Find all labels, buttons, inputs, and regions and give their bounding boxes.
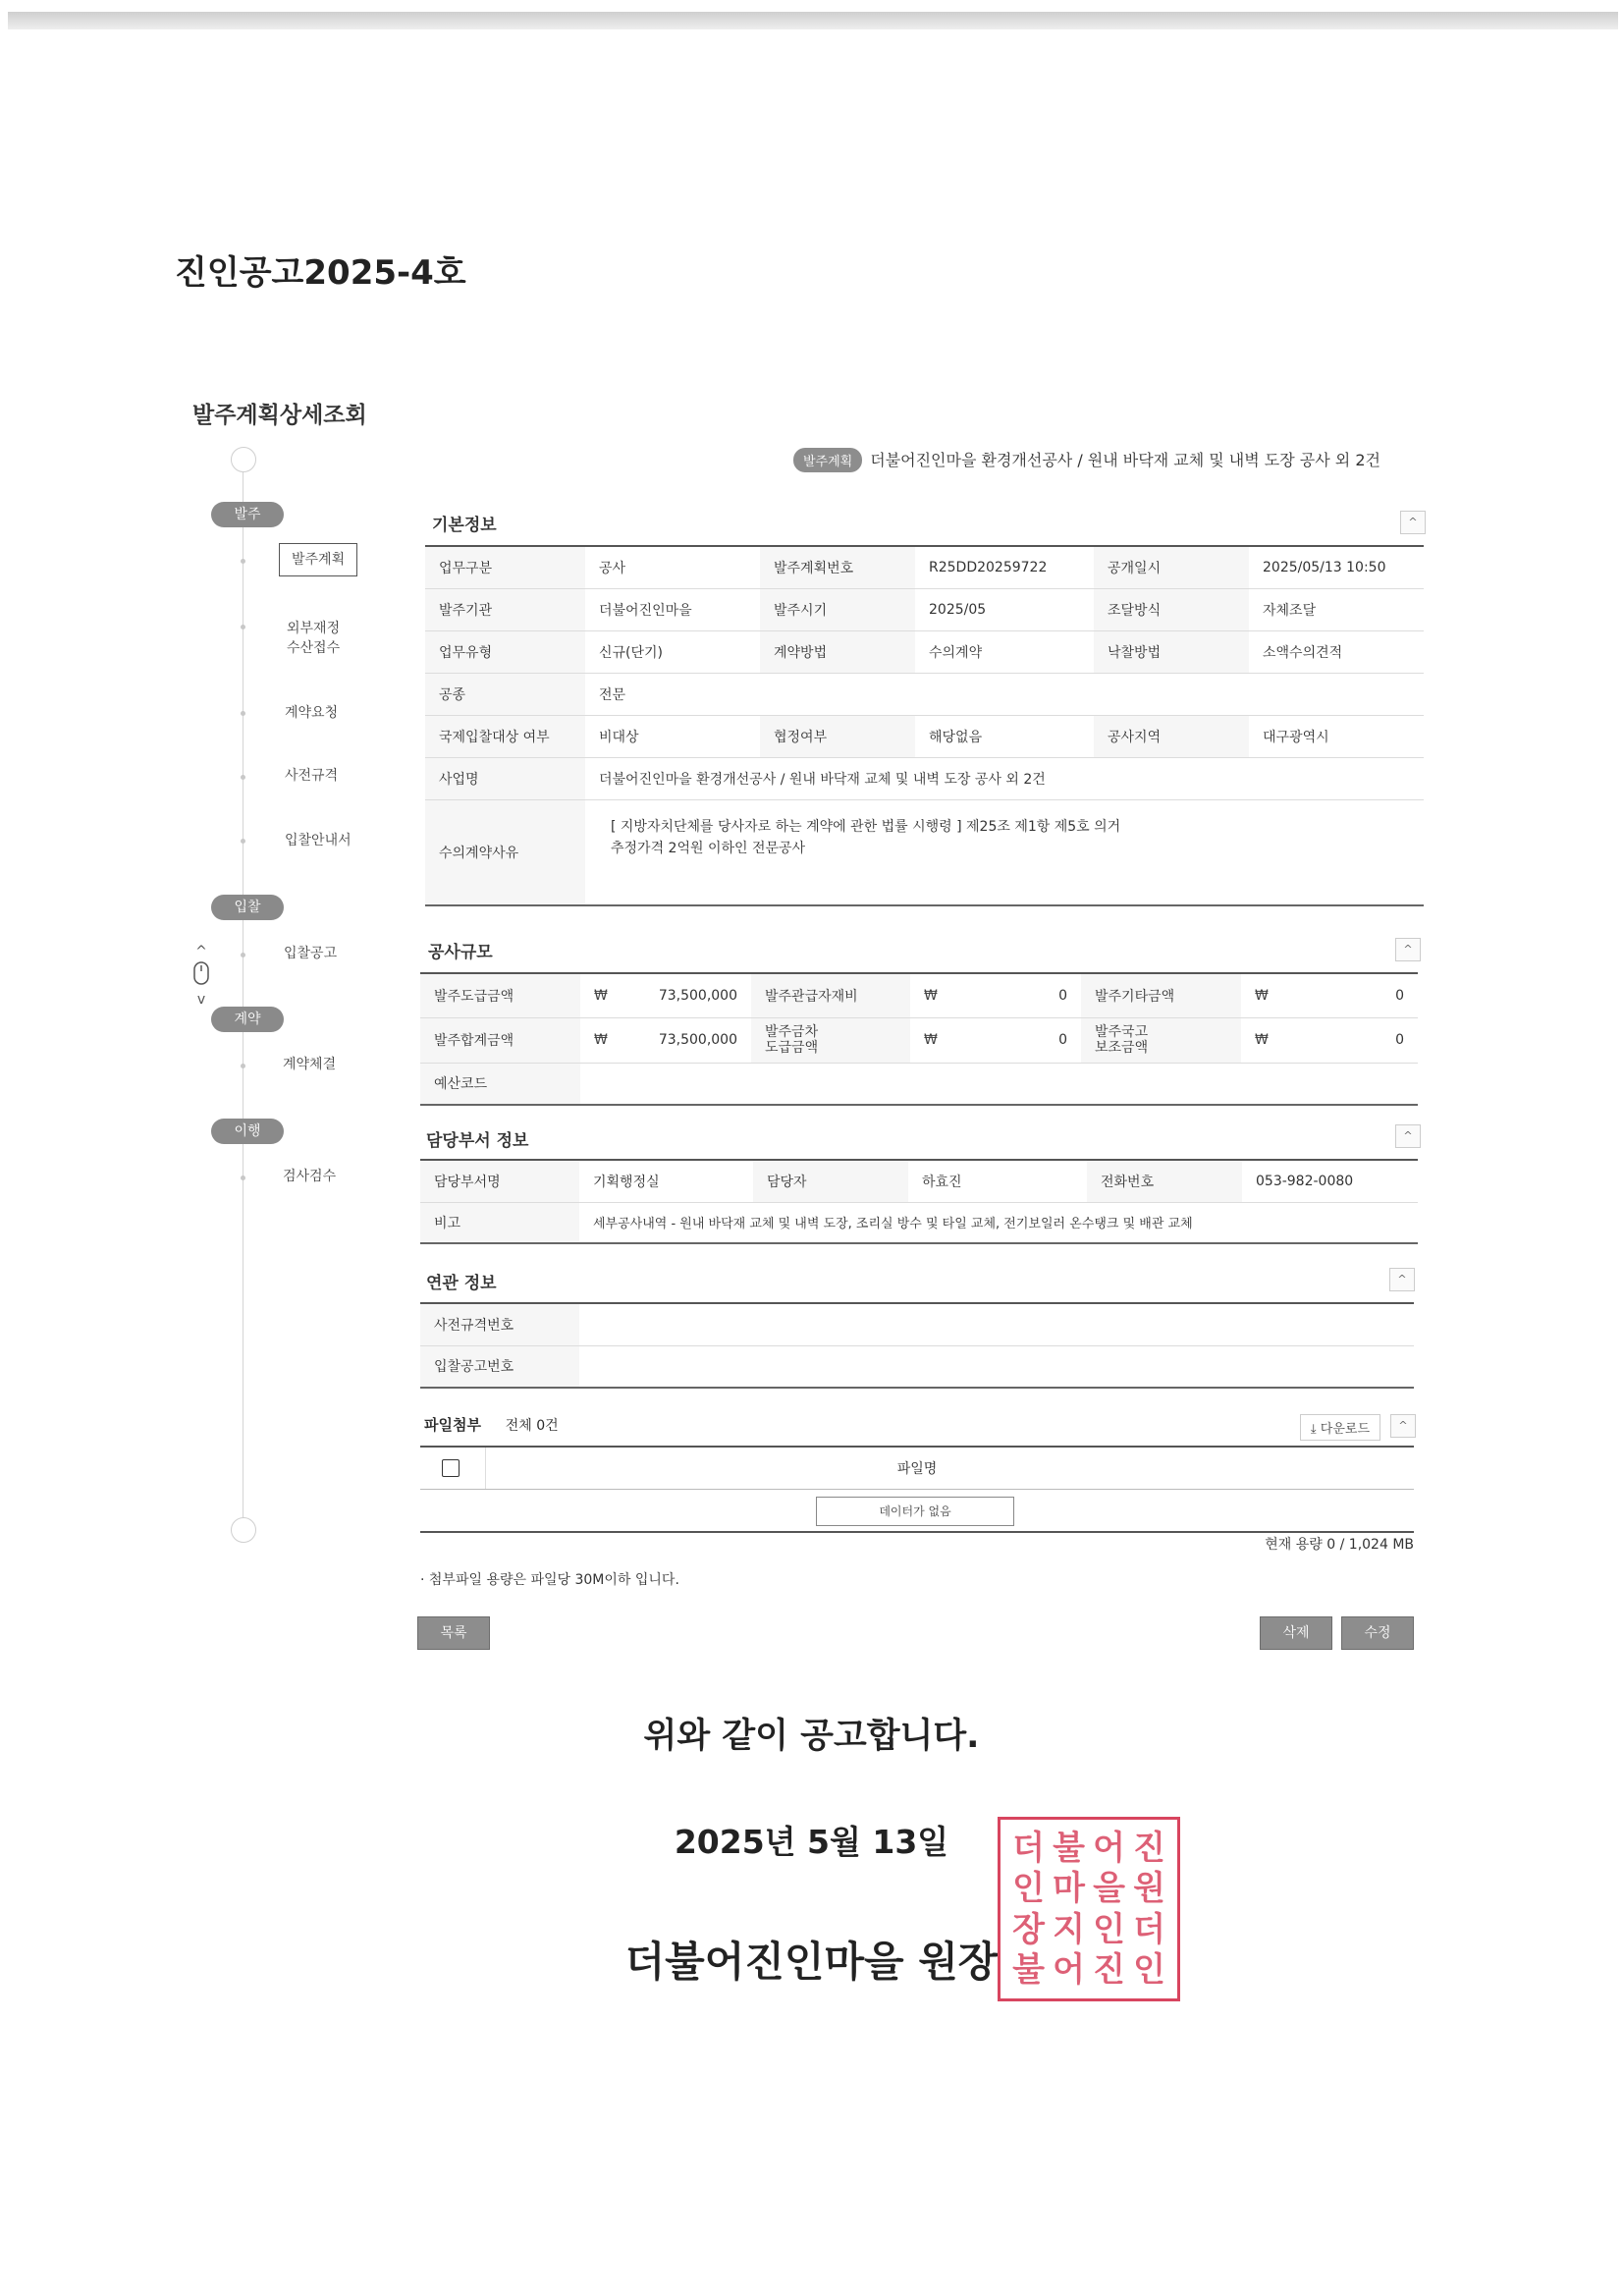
stage-contract[interactable]: 계약 <box>211 1007 284 1032</box>
label-other-amount: 발주기타금액 <box>1081 973 1241 1017</box>
file-table-header <box>420 1448 1414 1490</box>
file-empty-row <box>420 1490 1414 1533</box>
table-row <box>425 673 1424 715</box>
step-dot <box>241 839 245 844</box>
stepper-scroll-control[interactable] <box>190 943 212 1009</box>
step-dot <box>241 953 245 957</box>
stage-execution[interactable]: 이행 <box>211 1119 284 1144</box>
value-work-category: 전문 <box>585 673 1424 715</box>
collapse-scale-toggle[interactable]: ^ <box>1395 938 1421 961</box>
section-basic-title: 기본정보 <box>432 516 497 535</box>
label-plan-number: 발주계획번호 <box>760 546 915 588</box>
value-procurement-method: 자체조달 <box>1249 588 1424 630</box>
label-dept-name: 담당부서명 <box>420 1160 579 1202</box>
table-row <box>420 1345 1414 1388</box>
seal-glyph: 을 <box>1093 1869 1125 1909</box>
construction-scale-table <box>420 972 1418 1106</box>
seal-glyph: 인 <box>1133 1950 1165 1991</box>
value-region: 대구광역시 <box>1249 715 1424 757</box>
storage-capacity: 현재 용량 0 / 1,024 MB <box>1265 1537 1414 1553</box>
step-pre-spec[interactable]: 사전규격 <box>285 768 339 784</box>
seal-glyph: 어 <box>1053 1950 1085 1991</box>
section-scale-title: 공사규모 <box>428 943 493 962</box>
list-button[interactable]: 목록 <box>417 1616 490 1650</box>
value-budget-code <box>580 1063 1418 1105</box>
step-dot <box>241 625 245 629</box>
value-project-name: 더불어진인마을 환경개선공사 / 원내 바닥재 교체 및 내벽 도장 공사 외 2건 <box>585 757 1424 799</box>
stage-order[interactable]: 발주 <box>211 502 284 527</box>
label-award-method: 낙찰방법 <box>1094 630 1249 673</box>
document-number: 진인공고2025-4호 <box>175 253 466 293</box>
basic-info-table <box>425 545 1424 906</box>
currency-symbol: ₩ <box>1241 1017 1284 1063</box>
step-order-plan[interactable]: 발주계획 <box>279 543 357 576</box>
currency-symbol: ₩ <box>910 973 953 1017</box>
collapse-files-toggle[interactable]: ^ <box>1390 1414 1416 1438</box>
label-open-date: 공개일시 <box>1094 546 1249 588</box>
seal-glyph: 지 <box>1053 1909 1085 1949</box>
empty-message: 데이터가 없음 <box>816 1497 1014 1526</box>
step-contract-request[interactable]: 계약요청 <box>285 705 339 721</box>
edit-button[interactable]: 수정 <box>1341 1616 1414 1650</box>
chevron-down-icon[interactable]: v <box>196 992 206 1008</box>
value-total-amount: 73,500,000 <box>623 1017 751 1063</box>
step-dot <box>241 711 245 716</box>
seal-characters <box>1008 1828 1169 1991</box>
related-info-table <box>420 1302 1414 1389</box>
value-work-type: 공사 <box>585 546 760 588</box>
seal-glyph: 불 <box>1053 1828 1085 1868</box>
table-row <box>420 1017 1418 1063</box>
page-title: 발주계획상세조회 <box>192 403 367 428</box>
value-dept-name: 기획행정실 <box>579 1160 753 1202</box>
seal-glyph: 더 <box>1012 1828 1045 1868</box>
label-material-cost: 발주관급자재비 <box>751 973 910 1017</box>
value-other-amount: 0 <box>1284 973 1418 1017</box>
label-order-period: 발주시기 <box>760 588 915 630</box>
collapse-dept-toggle[interactable]: ^ <box>1395 1124 1421 1148</box>
stage-bid[interactable]: 입찰 <box>211 895 284 920</box>
reason-line-1: [ 지방자치단체를 당사자로 하는 계약에 관한 법률 시행령 ] 제25조 제1항 제5호 의거 <box>611 818 1121 835</box>
breadcrumb <box>793 448 1380 472</box>
label-agreement: 협정여부 <box>760 715 915 757</box>
label-region: 공사지역 <box>1094 715 1249 757</box>
value-contract-method: 수의계약 <box>915 630 1094 673</box>
seal-glyph: 인 <box>1093 1909 1125 1949</box>
label-total-amount: 발주합계금액 <box>420 1017 580 1063</box>
seal-glyph: 장 <box>1012 1909 1045 1949</box>
label-agency: 발주기관 <box>425 588 585 630</box>
stepper-top-ring <box>231 447 256 472</box>
file-count: 전체 0건 <box>505 1418 559 1434</box>
breadcrumb-title: 더불어진인마을 환경개선공사 / 원내 바닥재 교체 및 내벽 도장 공사 외 2건 <box>870 451 1380 469</box>
value-agreement: 해당없음 <box>915 715 1094 757</box>
column-file-name: 파일명 <box>896 1461 938 1477</box>
label-contract-method: 계약방법 <box>760 630 915 673</box>
stage-badge: 발주계획 <box>793 448 862 472</box>
currency-symbol: ₩ <box>1241 973 1284 1017</box>
label-pre-spec-number: 사전규격번호 <box>420 1303 579 1345</box>
seal-glyph: 어 <box>1093 1828 1125 1868</box>
table-row <box>420 1063 1418 1105</box>
currency-symbol: ₩ <box>580 973 623 1017</box>
seal-glyph: 진 <box>1093 1950 1125 1991</box>
chevron-up-icon[interactable]: ^ <box>195 944 207 959</box>
step-dot <box>241 1064 245 1068</box>
department-info-table <box>420 1159 1418 1244</box>
seal-glyph: 더 <box>1133 1909 1165 1949</box>
table-row <box>425 757 1424 799</box>
stepper-bottom-ring <box>231 1517 256 1543</box>
value-plan-number: R25DD20259722 <box>915 546 1094 588</box>
value-contract-amount: 73,500,000 <box>623 973 751 1017</box>
download-button[interactable] <box>1300 1414 1380 1441</box>
file-table <box>420 1446 1414 1533</box>
step-dot <box>241 1175 245 1180</box>
announcement-date: 2025년 5월 13일 <box>674 1823 949 1861</box>
official-seal-stamp <box>998 1817 1180 2001</box>
table-row <box>420 973 1418 1017</box>
value-award-method: 소액수의견적 <box>1249 630 1424 673</box>
currency-symbol: ₩ <box>910 1017 953 1063</box>
file-section-title: 파일첨부 <box>424 1416 481 1434</box>
label-phone: 전화번호 <box>1087 1160 1242 1202</box>
step-bid-guide[interactable]: 입찰안내서 <box>285 833 352 848</box>
table-row <box>420 1303 1414 1345</box>
label-private-contract-reason: 수의계약사유 <box>425 799 585 905</box>
scan-top-edge <box>8 12 1618 29</box>
step-inspection[interactable]: 검사검수 <box>283 1169 337 1184</box>
step-contract-sign[interactable]: 계약체결 <box>283 1057 337 1072</box>
announcement-text: 위와 같이 공고합니다. <box>643 1717 980 1756</box>
collapse-related-toggle[interactable]: ^ <box>1389 1268 1415 1291</box>
value-bid-notice-number[interactable] <box>579 1345 1414 1388</box>
value-subsidy-amount: 0 <box>1284 1017 1418 1063</box>
currency-symbol: ₩ <box>580 1017 623 1063</box>
value-remarks: 세부공사내역 - 원내 바닥재 교체 및 내벽 도장, 조리실 방수 및 타일 교체, 전기보일러 온수탱크 및 배관 교체 <box>579 1202 1418 1243</box>
table-row <box>425 630 1424 673</box>
value-manager: 하효진 <box>908 1160 1087 1202</box>
label-project-name: 사업명 <box>425 757 585 799</box>
label-subsidy-amount: 발주국고 보조금액 <box>1081 1017 1241 1063</box>
seal-glyph: 진 <box>1133 1828 1165 1868</box>
table-row <box>425 546 1424 588</box>
file-attachment-bar <box>424 1414 1416 1444</box>
table-row <box>420 1202 1418 1243</box>
label-work-type: 업무구분 <box>425 546 585 588</box>
label-fiscal-contract-amount: 발주금차 도급금액 <box>751 1017 910 1063</box>
signer-name: 더불어진인마을 원장 <box>624 1938 999 1986</box>
value-order-period: 2025/05 <box>915 588 1094 630</box>
step-dot <box>241 775 245 780</box>
section-dept-title: 담당부서 정보 <box>426 1131 529 1151</box>
download-icon: ⤓ <box>1310 1422 1321 1437</box>
section-related-title: 연관 정보 <box>426 1274 497 1293</box>
label-budget-code: 예산코드 <box>420 1063 580 1105</box>
label-international-bid: 국제입찰대상 여부 <box>425 715 585 757</box>
table-row <box>425 799 1424 905</box>
delete-button[interactable]: 삭제 <box>1260 1616 1332 1650</box>
collapse-basic-toggle[interactable]: ^ <box>1400 511 1426 534</box>
step-external-finance[interactable]: 외부재정 수산접수 <box>287 621 341 656</box>
value-private-contract-reason <box>585 799 1424 905</box>
download-label: 다운로드 <box>1320 1422 1370 1437</box>
label-work-category: 공종 <box>425 673 585 715</box>
seal-glyph: 인 <box>1012 1869 1045 1909</box>
value-business-type: 신규(단기) <box>585 630 760 673</box>
value-agency: 더불어진인마을 <box>585 588 760 630</box>
label-contract-amount: 발주도급금액 <box>420 973 580 1017</box>
seal-glyph: 원 <box>1133 1869 1165 1909</box>
seal-glyph: 마 <box>1053 1869 1085 1909</box>
file-size-note: · 첨부파일 용량은 파일당 30M이하 입니다. <box>420 1572 679 1588</box>
mouse-icon <box>191 960 211 986</box>
label-procurement-method: 조달방식 <box>1094 588 1249 630</box>
value-phone: 053-982-0080 <box>1242 1160 1418 1202</box>
table-row <box>425 588 1424 630</box>
value-international-bid: 비대상 <box>585 715 760 757</box>
value-fiscal-contract-amount: 0 <box>953 1017 1081 1063</box>
table-row <box>425 715 1424 757</box>
label-business-type: 업무유형 <box>425 630 585 673</box>
step-dot <box>241 559 245 564</box>
reason-line-2: 추정가격 2억원 이하인 전문공사 <box>611 840 806 856</box>
label-remarks: 비고 <box>420 1202 579 1243</box>
table-row <box>420 1160 1418 1202</box>
value-material-cost: 0 <box>953 973 1081 1017</box>
value-pre-spec-number[interactable] <box>579 1303 1414 1345</box>
label-bid-notice-number: 입찰공고번호 <box>420 1345 579 1388</box>
label-manager: 담당자 <box>753 1160 908 1202</box>
value-open-date: 2025/05/13 10:50 <box>1249 546 1424 588</box>
seal-glyph: 불 <box>1012 1950 1045 1991</box>
step-bid-notice[interactable]: 입찰공고 <box>284 946 338 961</box>
